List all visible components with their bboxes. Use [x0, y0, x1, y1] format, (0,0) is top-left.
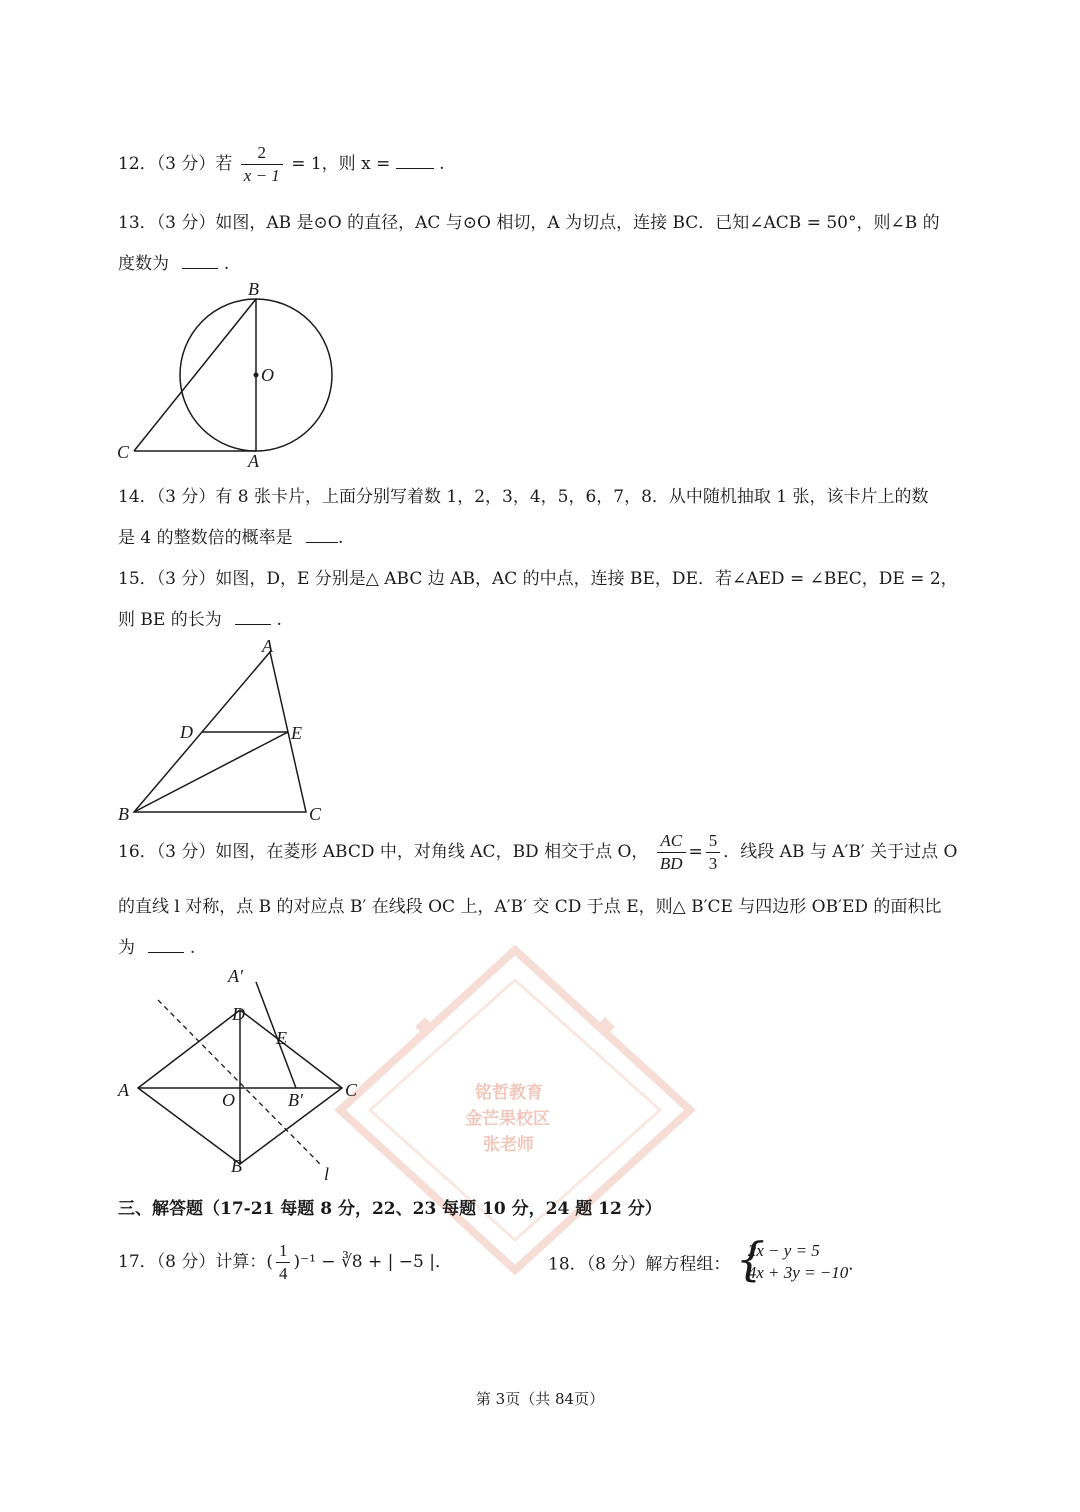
q16-fraction-ac-bd: $\frac{AC}{BD}$	[657, 830, 686, 875]
q12-fraction: $\frac{2}{x - 1}$	[241, 142, 283, 187]
q18-equation-system	[735, 1232, 849, 1286]
q13-line2: 度数为 .	[118, 254, 230, 274]
label-a: A	[248, 451, 259, 471]
q15-line1: 15．（3 分）如图，D，E 分别是△ ABC 边 AB，AC 的中点，连接 BE，DE．若∠AED = ∠BEC，DE = 2，	[118, 569, 958, 589]
label-b: B	[118, 804, 129, 824]
q12-answer-blank	[396, 168, 434, 169]
q14-answer-blank	[306, 542, 338, 543]
q13-answer-blank	[182, 268, 218, 269]
q16-answer-blank	[148, 952, 184, 953]
figure-13-circle	[100, 275, 360, 475]
label-l: l	[324, 1164, 330, 1184]
segment-be	[134, 732, 288, 812]
question-12: 12．（3 分）若 $\frac{2}{x - 1}$ = 1，则 x = .	[118, 143, 445, 185]
section-3-heading: 三、解答题（17-21 每题 8 分，22、23 每题 10 分，24 题 12 分）	[118, 1199, 662, 1219]
watermark-line3: 张老师	[483, 1135, 534, 1155]
label-c: C	[309, 804, 322, 824]
label-a: A	[118, 1080, 129, 1100]
watermark	[330, 940, 700, 1280]
label-o: O	[261, 365, 274, 385]
brace-icon: {	[735, 1232, 766, 1286]
question-18: 18．（8 分）解方程组： { 2x − y = 5 4x + 3y = −10 ．	[548, 1232, 866, 1286]
q15-line2: 则 BE 的长为 .	[118, 610, 282, 630]
label-d: D	[180, 722, 193, 742]
label-c: C	[345, 1080, 358, 1100]
label-c: C	[117, 442, 130, 462]
figure-15-triangle	[110, 636, 340, 826]
label-d: D	[232, 1004, 245, 1024]
label-o: O	[222, 1090, 235, 1110]
watermark-line2: 金芒果校区	[465, 1109, 550, 1129]
segment-bc	[134, 299, 256, 451]
label-a: A	[262, 636, 273, 656]
q18-eq2: 4x + 3y = −10	[747, 1263, 849, 1282]
q16-line1: 16．（3 分）如图，在菱形 ABCD 中，对角线 AC，BD 相交于点 O， $\frac{AC}{BD}$ = $\frac{5}{3}$ ．线段 AB 与 A′B′ 关于过点 O	[118, 831, 958, 873]
q13-line1: 13．（3 分）如图，AB 是⊙O 的直径，AC 与⊙O 相切，A 为切点，连接 BC．已知∠ACB = 50°，则∠B 的	[118, 213, 940, 233]
q12-equation: = 1，则 x =	[291, 154, 391, 174]
q14-line1: 14．（3 分）有 8 张卡片，上面分别写着数 1，2，3，4，5，6，7，8．从中随机抽取 1 张，该卡片上的数	[118, 487, 929, 507]
q12-label: 12．（3 分）若	[118, 154, 233, 174]
q16-line2: 的直线 l 对称，点 B 的对应点 B′ 在线段 OC 上，A′B′ 交 CD 于点 E，则△ B′CE 与四边形 OB′ED 的面积比	[118, 897, 942, 917]
label-b: B	[248, 279, 259, 299]
q17-fraction: $\frac{1}{4}$	[276, 1240, 291, 1285]
q16-fraction-5-3: $\frac{5}{3}$	[706, 830, 721, 875]
center-point	[254, 373, 259, 378]
page-footer: 第 3页（共 84页）	[475, 1390, 605, 1408]
label-e: E	[276, 1028, 287, 1048]
q15-answer-blank	[235, 624, 271, 625]
label-b: B	[231, 1156, 242, 1176]
q14-line2: 是 4 的整数倍的概率是 .	[118, 528, 344, 548]
label-e: E	[291, 723, 302, 743]
watermark-line1: 铭哲教育	[475, 1083, 543, 1103]
q16-line3: 为 .	[118, 938, 196, 958]
label-b-prime: B′	[288, 1090, 303, 1110]
label-a-prime: A′	[228, 966, 243, 986]
question-17: 17．（8 分）计算：( $\frac{1}{4}$ )⁻¹ − ∛8 + | −5 |．	[118, 1241, 452, 1283]
figure-16-rhombus	[110, 960, 380, 1190]
q18-eq1: 2x − y = 5	[747, 1241, 820, 1260]
